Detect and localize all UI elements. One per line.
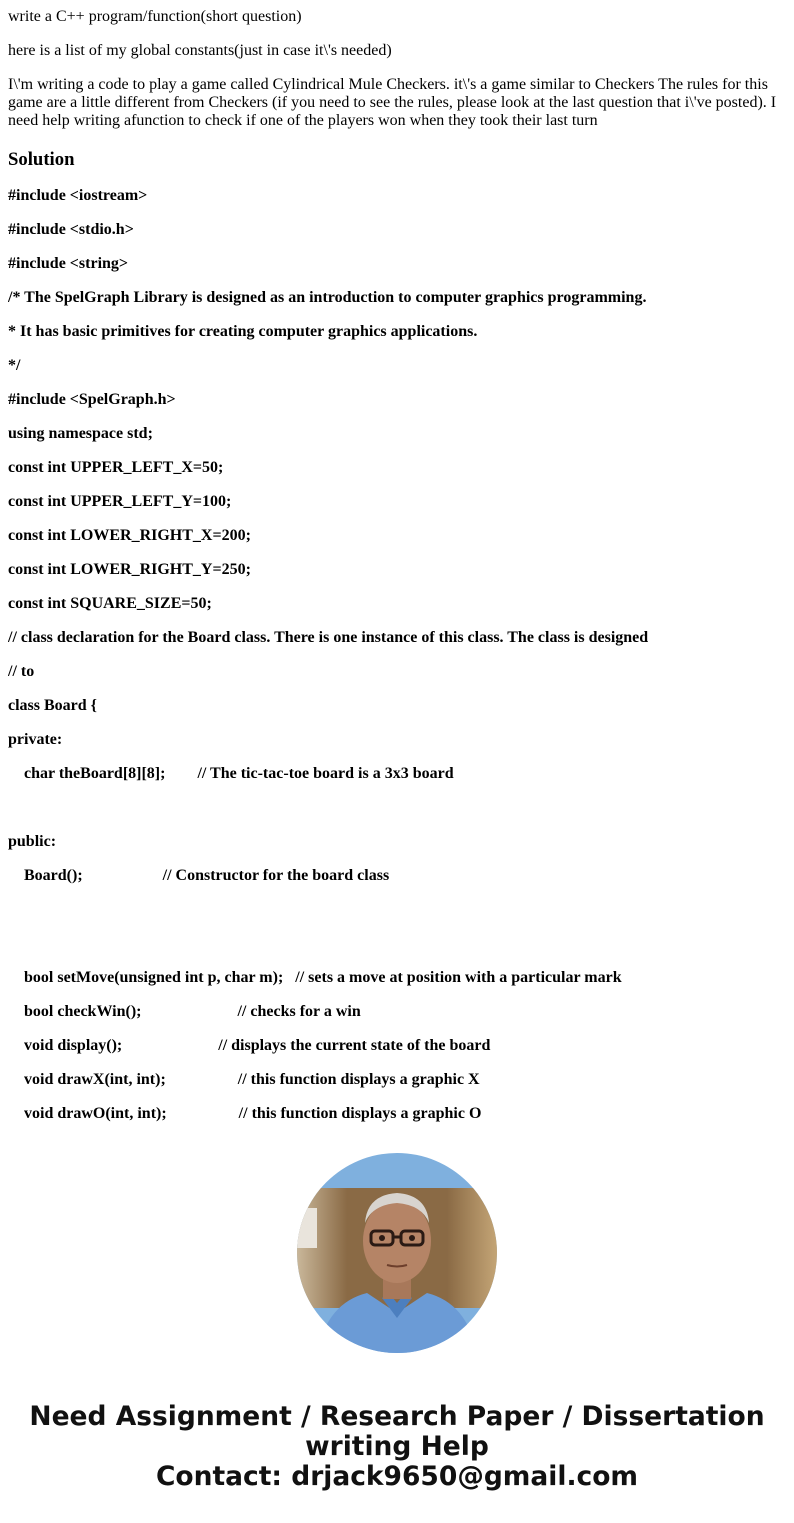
- code-line: const int SQUARE_SIZE=50;: [8, 595, 212, 612]
- code-line: // class declaration for the Board class. There is one instance of this class. The class is designed: [8, 629, 649, 646]
- code-line: using namespace std;: [8, 425, 153, 442]
- code-line: void drawX(int, int); // this function displays a graphic X: [8, 1071, 480, 1088]
- question-line-2: here is a list of my global constants(just in case it\'s needed): [8, 42, 392, 59]
- code-line: #include <iostream>: [8, 187, 148, 204]
- code-line: #include <stdio.h>: [8, 221, 134, 238]
- code-line: Board(); // Constructor for the board class: [8, 867, 390, 884]
- code-line: public:: [8, 833, 57, 850]
- code-line: void drawO(int, int); // this function displays a graphic O: [8, 1105, 482, 1122]
- banner-contact-email: Contact: drjack9650@gmail.com: [155, 1461, 639, 1492]
- code-line: bool setMove(unsigned int p, char m); // sets a move at position with a particular mark: [8, 969, 622, 986]
- question-body: I\'m writing a code to play a game called Cylindrical Mule Checkers. it\'s a game similar to Checkers The rules for this game are a little different from Checkers (if you need to see the rules, please look at the last question that i\'ve posted). I need help writing afunction to check if one of the players won when they took their last turn: [8, 76, 781, 129]
- document-content: [8, 0, 784, 1122]
- code-line: const int LOWER_RIGHT_Y=250;: [8, 561, 251, 578]
- code-line: const int UPPER_LEFT_Y=100;: [8, 493, 232, 510]
- question-line-1: write a C++ program/function(short question): [8, 8, 302, 25]
- contact-banner: [0, 1402, 794, 1492]
- code-line: void display(); // displays the current state of the board: [8, 1037, 491, 1054]
- code-line: class Board {: [8, 697, 97, 714]
- code-line: char theBoard[8][8]; // The tic-tac-toe board is a 3x3 board: [8, 765, 454, 782]
- code-line: [8, 901, 784, 919]
- code-line: [8, 935, 784, 953]
- code-line: const int LOWER_RIGHT_X=200;: [8, 527, 251, 544]
- code-line: const int UPPER_LEFT_X=50;: [8, 459, 224, 476]
- person-photo-icon: [297, 1153, 497, 1353]
- code-line: private:: [8, 731, 63, 748]
- code-line: */: [8, 357, 21, 374]
- solution-heading: Solution: [8, 149, 75, 170]
- banner-line-2: writing Help: [305, 1431, 489, 1462]
- author-avatar: [297, 1153, 497, 1353]
- code-line: #include <SpelGraph.h>: [8, 391, 176, 408]
- code-line: [8, 799, 784, 817]
- code-line: bool checkWin(); // checks for a win: [8, 1003, 361, 1020]
- code-line: #include <string>: [8, 255, 129, 272]
- banner-line-1: Need Assignment / Research Paper / Dissertation: [29, 1401, 765, 1432]
- code-line: /* The SpelGraph Library is designed as an introduction to computer graphics programming.: [8, 289, 647, 306]
- solution-code: [8, 187, 784, 1122]
- code-line: * It has basic primitives for creating computer graphics applications.: [8, 323, 478, 340]
- code-line: // to: [8, 663, 35, 680]
